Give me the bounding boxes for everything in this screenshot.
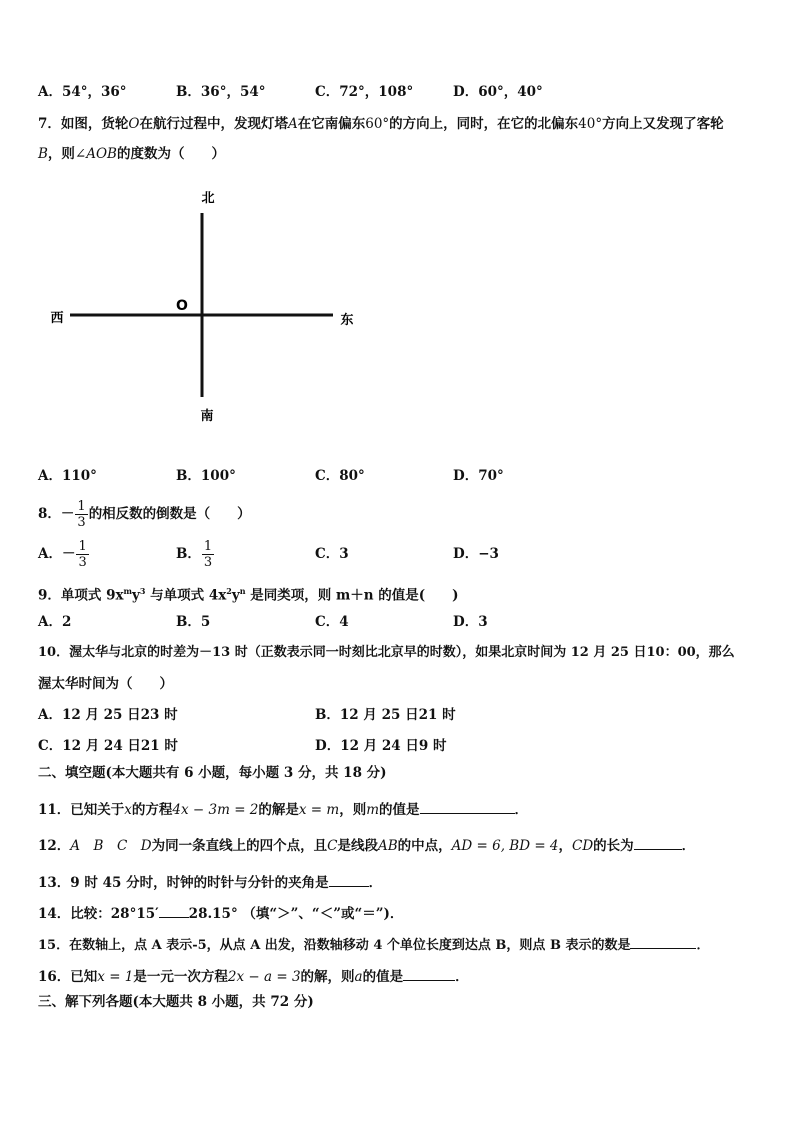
- q8-option-a: [38, 538, 90, 570]
- q8-opt-b-fraction: [202, 539, 214, 570]
- q10-stem-line2: 渥太华时间为（ ）: [38, 676, 173, 692]
- q8-fraction: [75, 499, 87, 530]
- q11-solution: x = m: [298, 802, 340, 818]
- q12-text: 12．: [38, 838, 71, 854]
- q7-text: 的方向上，同时，在它的北偏东: [389, 116, 579, 132]
- q9-option-a: A．2: [38, 614, 72, 630]
- q10-option-d: D．12 月 24 日9 时: [315, 738, 447, 754]
- q8-frac-den: 3: [78, 555, 87, 570]
- q9-stem: [38, 581, 459, 606]
- q6-option-c: C．72°，108°: [315, 84, 414, 100]
- label-south: 南: [200, 409, 214, 424]
- q8-option-b: [176, 538, 215, 570]
- q7-angle: ∠AOB: [74, 146, 117, 162]
- q13-stem: [38, 872, 382, 893]
- label-center-o: O: [176, 298, 188, 314]
- q10-option-c: C．12 月 24 日21 时: [38, 738, 178, 754]
- q12-var-c: C: [327, 838, 338, 854]
- q11-answer-blank[interactable]: [420, 799, 515, 814]
- q12-text: ．: [681, 838, 696, 854]
- q9-text: 与单项式 4x: [145, 587, 227, 604]
- q15-stem: [38, 934, 709, 956]
- q14-text: 14．比较：28°15′: [38, 906, 159, 922]
- q7-stem-line2: [38, 144, 225, 164]
- q7-text: 在航行过程中，发现灯塔: [139, 116, 288, 132]
- q16-text: 的解，则: [300, 969, 355, 985]
- q14-stem: [38, 903, 403, 924]
- q6-option-d: D．60°，40°: [453, 84, 543, 100]
- q14-answer-blank[interactable]: [159, 903, 189, 918]
- q12-var-ab: AB: [377, 838, 398, 854]
- q16-equation1: x = 1: [97, 969, 134, 985]
- q11-text: 11．已知关于: [38, 802, 125, 818]
- q13-text: 13．9 时 45 分时，时钟的时针与分针的夹角是: [38, 875, 329, 891]
- q12-points: A B C D: [70, 838, 152, 854]
- q13-text: ．: [368, 875, 383, 891]
- label-north: 北: [201, 191, 215, 206]
- q13-answer-blank[interactable]: [329, 872, 369, 887]
- q12-text: 的中点，: [397, 838, 452, 854]
- q12-equation: AD = 6, BD = 4: [451, 838, 559, 854]
- q15-text: 15．在数轴上，点 A 表示-5，从点 A 出发，沿数轴移动 4 个单位长度到达点 B，则点 B 表示的数是: [38, 938, 631, 953]
- q16-text: 的值是: [362, 969, 404, 985]
- compass-figure: [40, 185, 360, 435]
- q9-sup-2: 2: [226, 586, 232, 596]
- q15-text: ．: [696, 938, 710, 953]
- q9-sup-3: 3: [139, 586, 146, 596]
- q9-text: y: [132, 587, 140, 604]
- q7-deg1: 60°: [365, 116, 390, 132]
- q11-text: ，则: [339, 802, 367, 818]
- q8-frac-den: 3: [203, 555, 213, 570]
- q9-text: y: [231, 587, 240, 604]
- q7-text: 7．如图，货轮: [38, 116, 129, 132]
- q12-text: 是线段: [337, 838, 378, 854]
- q8-suffix: 的相反数的倒数是（ ）: [88, 506, 251, 522]
- q11-stem: [38, 799, 528, 820]
- q16-equation2: 2x − a = 3: [227, 969, 301, 985]
- q7-text: 在它南偏东: [297, 116, 366, 132]
- q8-opt-b-label: B．: [176, 546, 201, 562]
- q16-var-a: a: [354, 969, 363, 985]
- section3-heading: 三、解下列各题(本大题共 8 小题，共 72 分): [38, 994, 314, 1010]
- q7-text: ，则: [47, 146, 75, 162]
- q8-opt-a-fraction: [76, 539, 88, 570]
- q11-text: 的方程: [131, 802, 173, 818]
- q16-answer-blank[interactable]: [403, 966, 455, 981]
- q15-answer-blank[interactable]: [630, 934, 696, 949]
- q12-text: 为同一条直线上的四个点，且: [151, 838, 328, 854]
- q8-prefix: 8．－: [38, 506, 75, 522]
- q10-option-a: A．12 月 25 日23 时: [38, 707, 178, 723]
- q11-equation: 4x − 3m = 2: [172, 802, 259, 818]
- q8-frac-den: 3: [77, 515, 86, 530]
- q7-text: 方向上又发现了客轮: [602, 116, 724, 132]
- q12-text: 的长为: [593, 838, 634, 854]
- label-east: 东: [340, 313, 354, 328]
- q7-var-o: O: [128, 116, 140, 132]
- q7-text: 的度数为（ ）: [116, 146, 225, 162]
- q16-text: 16．已知: [38, 969, 98, 985]
- q7-option-b: B．100°: [176, 468, 236, 484]
- q7-option-c: C．80°: [315, 468, 365, 484]
- q8-frac-num: 1: [77, 499, 86, 514]
- q9-sup-n: n: [239, 586, 246, 596]
- q7-var-b: B: [38, 146, 48, 162]
- q7-option-a: A．110°: [38, 468, 97, 484]
- label-west: 西: [50, 311, 64, 326]
- q16-stem: [38, 966, 469, 987]
- q9-option-d: D．3: [453, 614, 488, 630]
- q7-option-d: D．70°: [453, 468, 504, 484]
- q11-text: 的解是: [258, 802, 299, 818]
- q8-frac-num: 1: [203, 539, 213, 554]
- q9-option-c: C．4: [315, 614, 349, 630]
- q12-answer-blank[interactable]: [634, 835, 682, 850]
- q8-stem: [38, 498, 251, 530]
- q8-frac-num: 1: [78, 539, 87, 554]
- q11-var-x: x: [124, 802, 132, 818]
- q8-opt-a-label: A．－: [38, 546, 76, 562]
- q11-var-m: m: [366, 802, 380, 818]
- section2-heading: 二、填空题(本大题共有 6 小题，每小题 3 分，共 18 分): [38, 765, 387, 781]
- q7-deg2: 40°: [578, 116, 603, 132]
- q8-option-d: D．−3: [453, 546, 499, 562]
- q9-option-b: B．5: [176, 614, 211, 630]
- q6-option-b: B．36°，54°: [176, 84, 266, 100]
- q6-option-a: A．54°，36°: [38, 84, 127, 100]
- q9-text: 9．单项式 9x: [38, 587, 124, 604]
- q10-stem-line1: 10．渥太华与北京的时差为－13 时（正数表示同一时刻比北京早的时数），如果北京时间为 12 月 25 日10：00，那么: [38, 645, 735, 660]
- q11-text: ．: [514, 802, 529, 818]
- q16-text: ．: [455, 969, 469, 985]
- q12-var-cd: CD: [572, 838, 594, 854]
- q10-option-b: B．12 月 25 日21 时: [315, 707, 456, 723]
- q9-text: 是同类项，则 m＋n 的值是( ): [245, 587, 459, 604]
- q7-stem-line1: [38, 114, 724, 134]
- q11-text: 的值是: [379, 802, 420, 818]
- q12-stem: [38, 835, 695, 856]
- q16-text: 是一元一次方程: [133, 969, 228, 985]
- q7-var-a: A: [287, 116, 298, 132]
- q12-text: ，: [558, 838, 573, 854]
- q14-text: 28.15° （填“＞”、“＜”或“＝”)．: [188, 906, 404, 922]
- q8-option-c: C．3: [315, 546, 349, 562]
- q9-sup-m: m: [123, 586, 133, 596]
